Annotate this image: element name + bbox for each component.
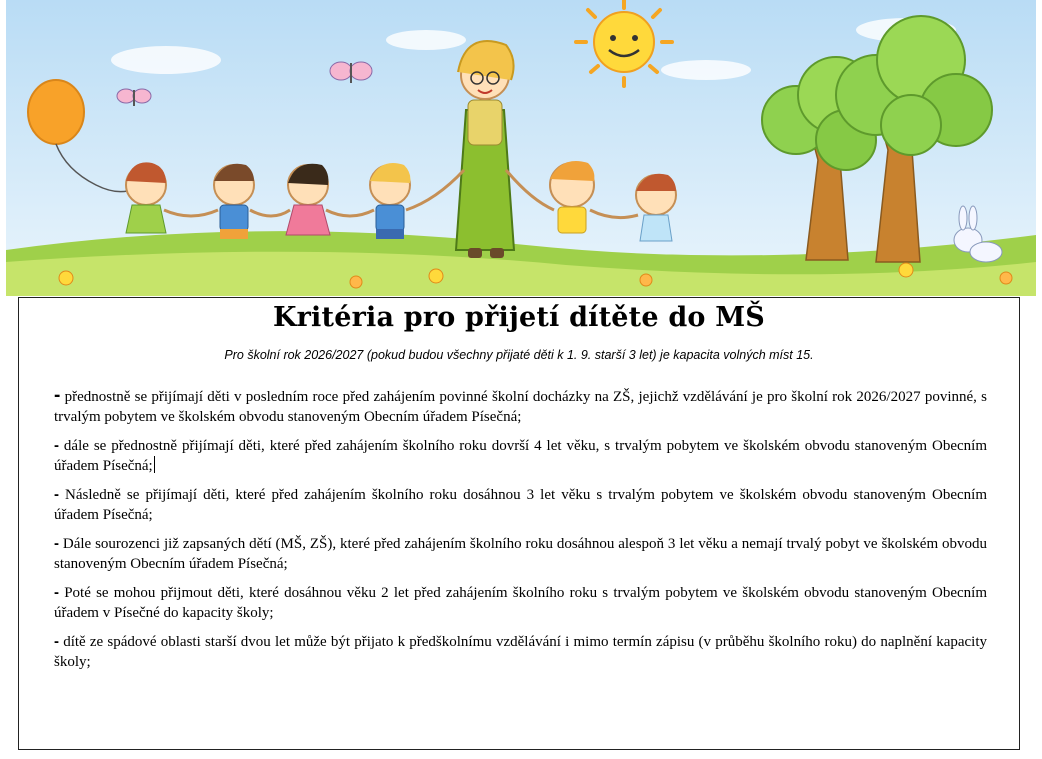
header-illustration (6, 0, 1036, 296)
criterion-item (54, 485, 987, 525)
criteria-document (18, 297, 1020, 750)
criterion-bullet: - (54, 486, 59, 503)
criterion-bullet: - (54, 437, 59, 454)
criterion-item (54, 534, 987, 574)
kindergarten-scene (6, 0, 1036, 296)
criterion-text: Dále sourozenci již zapsaných dětí (MŠ, ZŠ), které před zahájením školního roku dosáhnou alespoň 3 let věku a nemají trvalý pobyt ve školském obvodu stanoveným Obecním úřadem Písečná; (54, 536, 987, 572)
criterion-bullet: - (54, 535, 59, 552)
criterion-bullet: - (54, 385, 61, 406)
criterion-item (54, 386, 987, 427)
criterion-text: přednostně se přijímají děti v posledním roce před zahájením povinné školní docházky na ZŠ, jejichž vzdělávání je pro školní rok 2026/2027 povinné, s trvalým pobytem ve školském obvodu stanoveným Obecním úřadem Písečná; (54, 389, 987, 425)
teacher-illustration (456, 41, 514, 258)
criterion-text: Poté se mohou přijmout děti, které dosáhnou věku 2 let před zahájením školního roku s trvalým pobytem ve školském obvodu stanoveným Obecním úřadem v Písečné do kapacity školy; (54, 585, 987, 621)
criterion-item (54, 436, 987, 476)
criterion-text: dále se přednostně přijímají děti, které před zahájením školního roku dovrší 4 let věku, s trvalým pobytem ve školském obvodu stanoveným Obecním úřadem Písečná; (54, 438, 987, 474)
criterion-text: dítě ze spádové oblasti starší dvou let může být přijato k předškolnímu vzdělávání i mimo termín zápisu (v průběhu školního roku) do naplnění kapacity školy; (54, 634, 988, 670)
text-cursor (154, 456, 155, 473)
criteria-list (54, 386, 987, 681)
criterion-bullet: - (54, 633, 59, 650)
criterion-bullet: - (54, 584, 59, 601)
criterion-text: Následně se přijímají děti, které před zahájením školního roku dosáhnou 3 let věku s trvalým pobytem ve školském obvodu stanoveným Obecním úřadem Písečná; (54, 487, 987, 523)
criterion-item (54, 583, 987, 623)
capacity-note: Pro školní rok 2026/2027 (pokud budou všechny přijaté děti k 1. 9. starší 3 let) je kapacita volných míst 15. (224, 348, 814, 362)
document-title: Kritéria pro přijetí dítěte do MŠ (272, 302, 766, 333)
criterion-item (54, 632, 987, 672)
